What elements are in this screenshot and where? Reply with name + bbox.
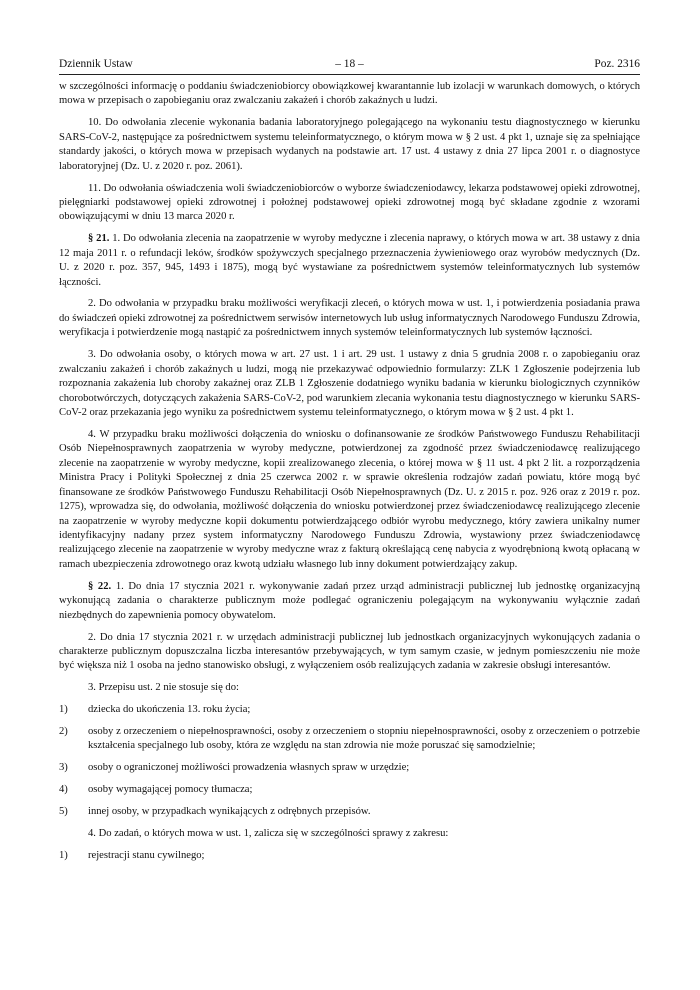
position-number: Poz. 2316 — [594, 58, 640, 70]
paragraph: 11. Do odwołania oświadczenia woli świadczeniobiorców o wyborze świadczeniodawcy, lekarza podstawowej opieki zdrowotnej, pielęgniarki podstawowej opieki zdrowotnej i położnej podstawowej opieki zdrowotnej mogą być składane zgodnie z wzorami obowiązującymi w dniu 13 marca 2020 r. — [59, 182, 640, 223]
list-text: dziecka do ukończenia 13. roku życia; — [88, 704, 251, 716]
paragraph: 2. Do dnia 17 stycznia 2021 r. w urzędach administracji publicznej lub jednostkach organizacyjnych wykonujących zadania o charakterze publicznym dopuszczalna liczba interesantów przebywających, w tym samym czasie, w jednym pomieszczeniu nie może być większa niż 1 osoba na jedno stanowisko obsługi, z wyłączeniem osób realizujących zadania w zakresie obsługi interesantów. — [59, 631, 640, 672]
section-label: § 22. — [88, 580, 112, 592]
tasks-list — [59, 849, 640, 863]
list-number: 2) — [59, 725, 68, 737]
list-number: 4) — [59, 784, 68, 796]
list-item — [59, 783, 640, 797]
list-item — [59, 805, 640, 819]
page-number: – 18 – — [335, 58, 364, 70]
list-number: 5) — [59, 805, 68, 817]
paragraph: 4. W przypadku braku możliwości dołączenia do wniosku o dofinansowanie ze środków Państwowego Funduszu Rehabilitacji Osób Niepełnosprawnych zaopatrzenia w wyroby medyczne, potwierdzonej za zgodność przez świadczeniodawcę realizującego zlecenie na zaopatrzenie w wyroby medyczne, kopii zrealizowanego zlecenia, o której mowa w § 11 ust. 4 pkt 2 lit. a rozporządzenia Ministra Pracy i Polityki Społecznej z dnia 25 czerwca 2002 r. w sprawie określenia rodzajów zadań powiatu, które mogą być finansowane ze środków Państwowego Funduszu Rehabilitacji Osób Niepełnosprawnych (Dz. U. z 2015 r. poz. 926 oraz z 2019 r. poz. 1275), wprowadza się, do odwołania, możliwość dołączenia do wniosku potwierdzonej przez świadczeniodawcę realizującego zlecenie na zaopatrzenie w wyroby medyczne kopii dokumentu potwierdzającego odbiór wyrobu medycznego, który zawiera unikalny numer identyfikacyjny nadany przez system informatyczny Narodowego Funduszu Zdrowia, wystawiony przez świadczeniodawcę realizującego zlecenie na zaopatrzenie w wyroby medyczne wraz z fakturą określającą cenę nabycia z wyodrębnioną kwotą opłacaną w ramach ubezpieczenia zdrowotnego oraz kwotą udziału własnego lub inny dokument potwierdzający zakup. — [59, 428, 640, 570]
list-item — [59, 761, 640, 775]
page-header — [59, 57, 640, 73]
paragraph: 4. Do zadań, o których mowa w ust. 1, zalicza się w szczególności sprawy z zakresu: — [88, 827, 449, 839]
header-rule — [59, 74, 640, 75]
journal-title: Dziennik Ustaw — [59, 58, 133, 70]
section-21-paragraph — [59, 232, 640, 290]
paragraph: 3. Przepisu ust. 2 nie stosuje się do: — [88, 682, 239, 694]
list-text: osoby o ograniczonej możliwości prowadzenia własnych spraw w urzędzie; — [88, 762, 410, 774]
list-text: osoby wymagającej pomocy tłumacza; — [88, 784, 253, 796]
list-item — [59, 725, 640, 754]
paragraph-text: 1. Do dnia 17 stycznia 2021 r. wykonywanie zadań przez urząd administracji publicznej lub jednostkę organizacyjną wykonującą zadania o charakterze publicznym może podlegać ograniczeniu polegającym na wykonywaniu wyłącznie zadań niezbędnych do zapewnienia pomocy obywatelom. — [59, 580, 640, 621]
list-number: 1) — [59, 704, 68, 716]
list-item — [59, 703, 640, 717]
list-item — [59, 849, 640, 863]
paragraph-text: 1. Do odwołania zlecenia na zaopatrzenie w wyroby medyczne i zlecenia naprawy, o których mowa w art. 38 ustawy z dnia 12 maja 2011 r. o refundacji leków, środków spożywczych specjalnego przeznaczenia żywieniowego oraz wyrobów medycznych (Dz. U. z 2020 r. poz. 357, 945, 1493 i 1875), mogą być wystawiane za pośrednictwem systemów teleinformatycznych lub systemów łączności. — [59, 233, 640, 288]
paragraph: w szczególności informację o poddaniu świadczeniobiorcy obowiązkowej kwarantannie lub izolacji w warunkach domowych, o których mowa w przepisach o zapobieganiu oraz zwalczaniu zakażeń i chorób zakaźnych u ludzi. — [59, 81, 640, 107]
section-22-paragraph — [59, 580, 640, 623]
list-text: innej osoby, w przypadkach wynikających z odrębnych przepisów. — [88, 805, 371, 817]
list-text: rejestracji stanu cywilnego; — [88, 849, 205, 861]
section-label: § 21. — [88, 233, 110, 245]
paragraph: 3. Do odwołania osoby, o których mowa w art. 27 ust. 1 i art. 29 ust. 1 ustawy z dnia 5 grudnia 2008 r. o zapobieganiu oraz zwalczaniu zakażeń i chorób zakaźnych u ludzi, mogą nie przekazywać odpowiednio formularzy: ZLK 1 Zgłoszenie podejrzenia lub rozpoznania zakażenia lub choroby zakaźnej oraz ZLB 1 Zgłoszenie dodatniego wyniku badania w kierunku biologicznych czynników chorobotwórczych, dotyczących zakażenia SARS-CoV-2, pod warunkiem zlecania wykonania testu diagnostycznego w kierunku SARS-CoV-2 oraz przekazania jego wyniku za pośrednictwem systemu teleinformatycznego, o którym mowa w § 2 ust. 4 pkt 1. — [59, 349, 640, 419]
list-number: 1) — [59, 849, 68, 861]
paragraph: 10. Do odwołania zlecenie wykonania badania laboratoryjnego polegającego na wykonaniu testu diagnostycznego w kierunku SARS-CoV-2, następujące za pośrednictwem systemu teleinformatycznego, o którym mowa w § 2 ust. 4 pkt 1, uznaje się za spełniające standardy jakości, o których mowa w przepisach wydanych na podstawie art. 17 ust. 4 ustawy z dnia 27 lipca 2001 r. o diagnostyce laboratoryjnej (Dz. U. z 2020 r. poz. 2061). — [59, 117, 640, 172]
exemption-list — [59, 703, 640, 819]
list-number: 3) — [59, 762, 68, 774]
list-text: osoby z orzeczeniem o niepełnosprawności, osoby z orzeczeniem o stopniu niepełnosprawności, osoby z orzeczeniem o potrzebie kształcenia specjalnego lub osoby, która ze względu na stan zdrowia nie może poruszać się samodzielnie; — [88, 725, 640, 752]
paragraph: 2. Do odwołania w przypadku braku możliwości weryfikacji zleceń, o których mowa w ust. 1, i potwierdzenia posiadania prawa do świadczeń opieki zdrowotnej za pośrednictwem serwisów internetowych lub usług informatycznych Narodowego Funduszu Zdrowia, weryfikacja i potwierdzenie mogą nastąpić za pośrednictwem innych systemów teleinformatycznych lub systemów łączności. — [59, 298, 640, 339]
document-body — [59, 80, 640, 870]
